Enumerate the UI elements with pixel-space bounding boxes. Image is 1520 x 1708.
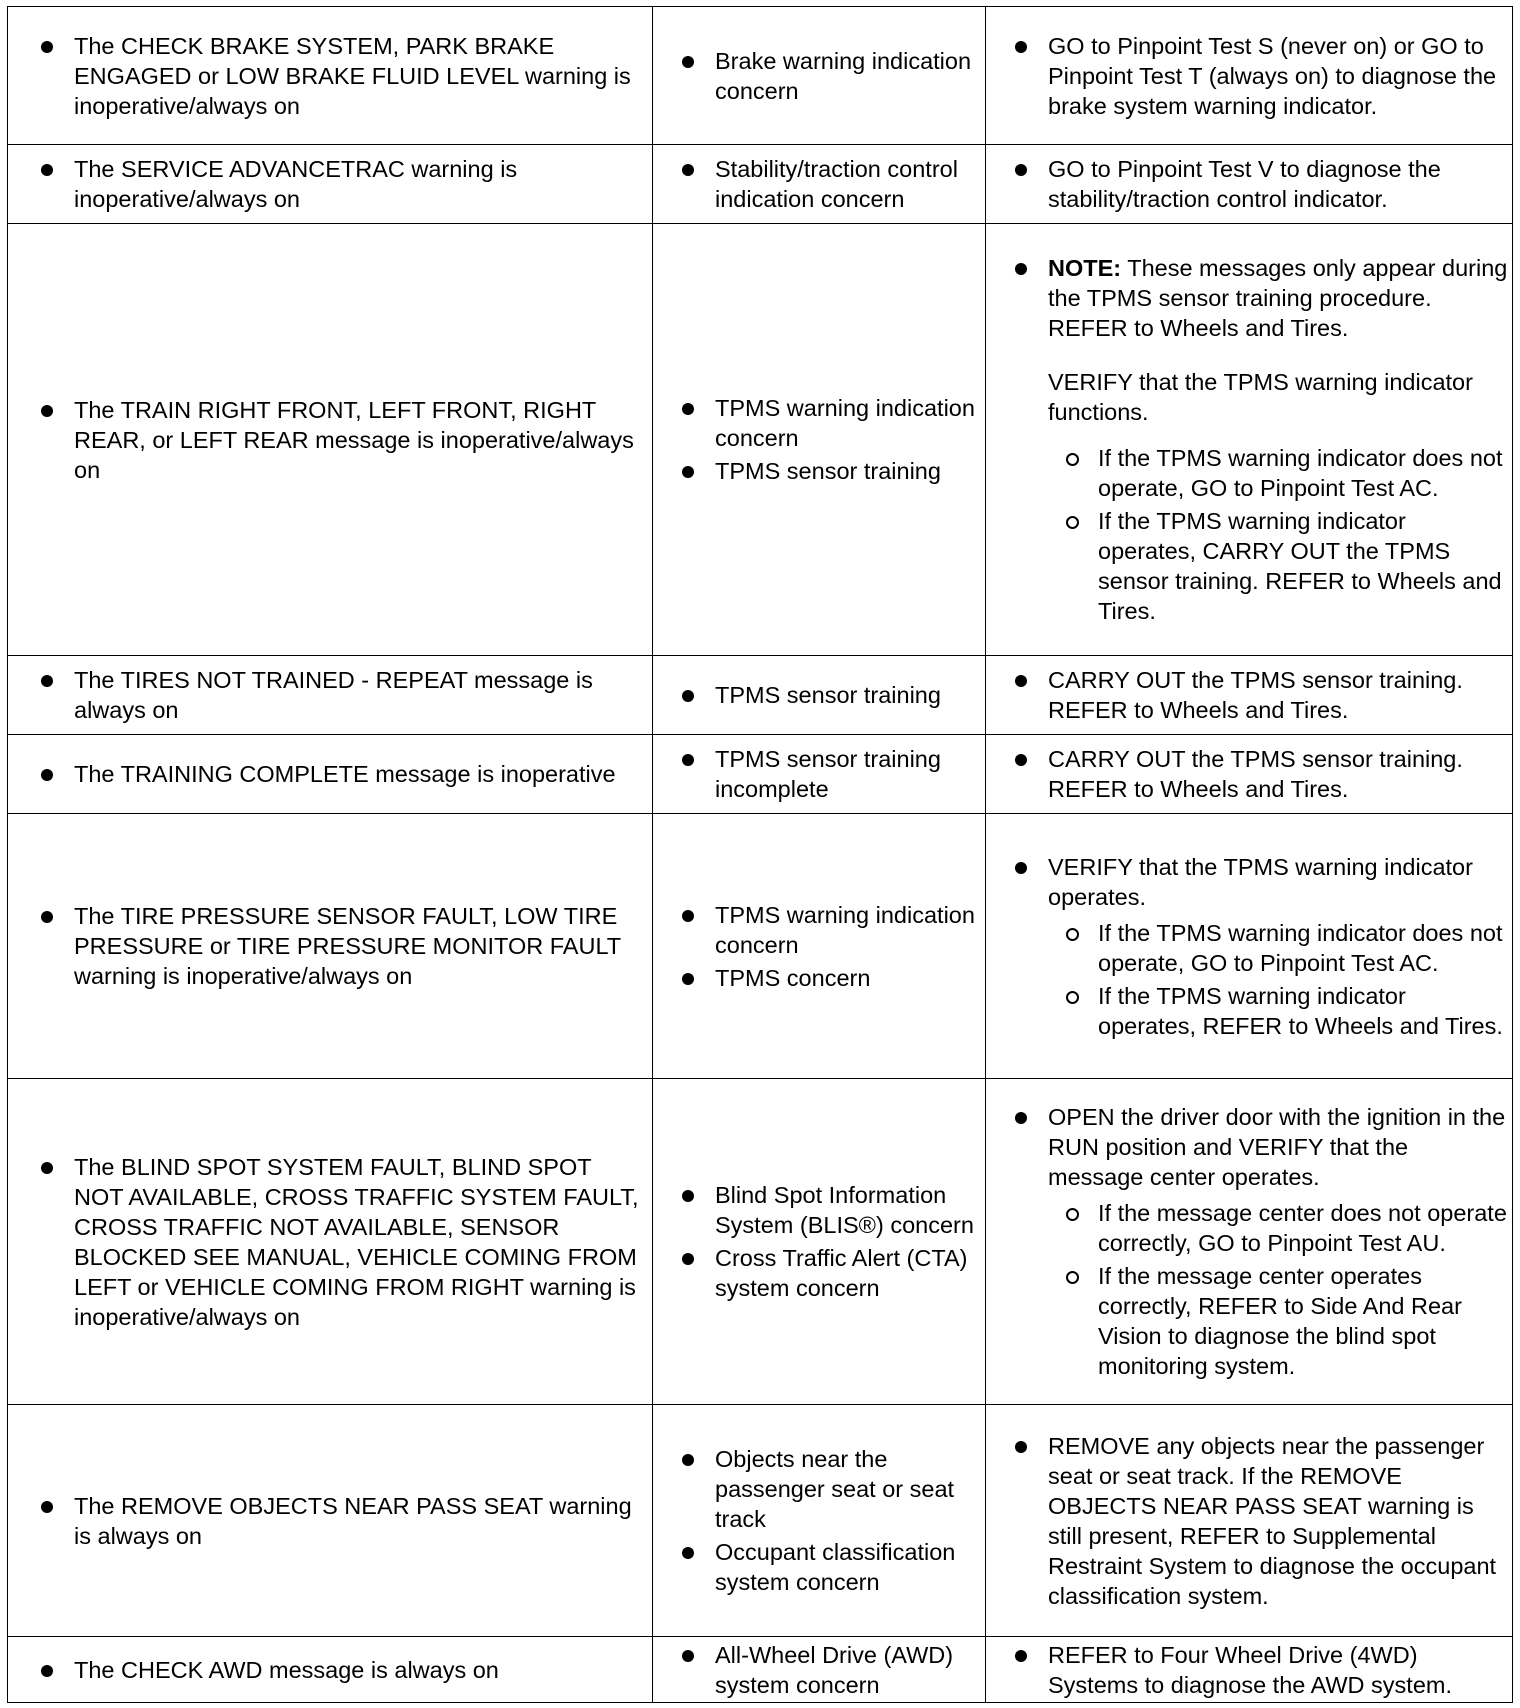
table-row [8, 7, 1513, 145]
cause-item: Brake warning indication concern [677, 46, 979, 106]
condition-cell [8, 1405, 653, 1637]
condition-cell [8, 735, 653, 814]
action-text: GO to Pinpoint Test V to diagnose the stability/traction control indicator. [1010, 154, 1508, 214]
action-subitem: If the TPMS warning indicator does not operate, GO to Pinpoint Test AC. [1048, 443, 1508, 503]
action-cell [986, 7, 1513, 145]
action-text [1010, 1102, 1508, 1381]
table-row [8, 1079, 1513, 1405]
action-subitem: If the message center does not operate correctly, GO to Pinpoint Test AU. [1048, 1198, 1508, 1258]
table-row [8, 145, 1513, 224]
cause-item: TPMS sensor training [677, 680, 979, 710]
action-subitem: If the TPMS warning indicator operates, REFER to Wheels and Tires. [1048, 981, 1508, 1041]
table-row [8, 1405, 1513, 1637]
action-cell [986, 814, 1513, 1079]
cause-cell [653, 224, 986, 656]
table-row [8, 814, 1513, 1079]
cause-item: TPMS sensor training incomplete [677, 744, 979, 804]
action-cell [986, 1079, 1513, 1405]
table-row [8, 735, 1513, 814]
condition-text: The REMOVE OBJECTS NEAR PASS SEAT warning is always on [36, 1491, 644, 1551]
action-text: REFER to Four Wheel Drive (4WD) Systems to diagnose the AWD system. [1010, 1640, 1508, 1700]
action-text: REMOVE any objects near the passenger seat or seat track. If the REMOVE OBJECTS NEAR PASS SEAT warning is still present, REFER to Supplemental Restraint System to diagnose the occupant classification system. [1010, 1431, 1508, 1611]
cause-cell [653, 656, 986, 735]
action-cell [986, 145, 1513, 224]
cause-item: TPMS warning indication concern [677, 393, 979, 453]
action-cell [986, 224, 1513, 656]
condition-text: The TIRE PRESSURE SENSOR FAULT, LOW TIRE PRESSURE or TIRE PRESSURE MONITOR FAULT warning is inoperative/always on [36, 901, 644, 991]
condition-cell [8, 1637, 653, 1703]
table-row [8, 656, 1513, 735]
action-text: CARRY OUT the TPMS sensor training. REFER to Wheels and Tires. [1010, 665, 1508, 725]
action-text [1010, 852, 1508, 1041]
condition-cell [8, 145, 653, 224]
cause-cell [653, 7, 986, 145]
action-cell [986, 735, 1513, 814]
action-subitem: If the TPMS warning indicator operates, CARRY OUT the TPMS sensor training. REFER to Wheels and Tires. [1048, 506, 1508, 626]
note-text: These messages only appear during the TPMS sensor training procedure. REFER to Wheels and Tires. [1048, 255, 1508, 341]
cause-item: Cross Traffic Alert (CTA) system concern [677, 1243, 979, 1303]
table-row [8, 224, 1513, 656]
condition-text: The TRAIN RIGHT FRONT, LEFT FRONT, RIGHT REAR, or LEFT REAR message is inoperative/always on [36, 395, 644, 485]
condition-cell [8, 814, 653, 1079]
action-paragraph: VERIFY that the TPMS warning indicator functions. [1048, 369, 1473, 425]
action-text [1010, 253, 1508, 626]
action-text: CARRY OUT the TPMS sensor training. REFER to Wheels and Tires. [1010, 744, 1508, 804]
cause-item: Occupant classification system concern [677, 1537, 979, 1597]
condition-text: The TRAINING COMPLETE message is inoperative [36, 759, 644, 789]
cause-cell [653, 1405, 986, 1637]
condition-text: The TIRES NOT TRAINED - REPEAT message is always on [36, 665, 644, 725]
condition-text: The SERVICE ADVANCETRAC warning is inoperative/always on [36, 154, 644, 214]
cause-item: Blind Spot Information System (BLIS®) concern [677, 1180, 979, 1240]
action-text: GO to Pinpoint Test S (never on) or GO to Pinpoint Test T (always on) to diagnose the brake system warning indicator. [1010, 31, 1508, 121]
action-lead: OPEN the driver door with the ignition in the RUN position and VERIFY that the message center operates. [1048, 1104, 1506, 1190]
cause-cell [653, 735, 986, 814]
cause-cell [653, 1637, 986, 1703]
cause-item: TPMS sensor training [677, 456, 979, 486]
cause-item: Objects near the passenger seat or seat track [677, 1444, 979, 1534]
cause-item: Stability/traction control indication concern [677, 154, 979, 214]
condition-text: The BLIND SPOT SYSTEM FAULT, BLIND SPOT NOT AVAILABLE, CROSS TRAFFIC SYSTEM FAULT, CROSS TRAFFIC NOT AVAILABLE, SENSOR BLOCKED SEE MANUAL, VEHICLE COMING FROM LEFT or VEHICLE COMING FROM RIGHT warning is inoperative/always on [36, 1152, 644, 1332]
condition-cell [8, 224, 653, 656]
condition-text: The CHECK AWD message is always on [36, 1655, 644, 1685]
action-cell [986, 656, 1513, 735]
condition-cell [8, 1079, 653, 1405]
condition-text: The CHECK BRAKE SYSTEM, PARK BRAKE ENGAGED or LOW BRAKE FLUID LEVEL warning is inoperative/always on [36, 31, 644, 121]
cause-item: TPMS concern [677, 963, 979, 993]
action-cell [986, 1405, 1513, 1637]
action-cell [986, 1637, 1513, 1703]
action-subitem: If the message center operates correctly, REFER to Side And Rear Vision to diagnose the blind spot monitoring system. [1048, 1261, 1508, 1381]
cause-cell [653, 145, 986, 224]
condition-cell [8, 656, 653, 735]
note-label: NOTE: [1048, 255, 1122, 281]
action-subitem: If the TPMS warning indicator does not operate, GO to Pinpoint Test AC. [1048, 918, 1508, 978]
table-row [8, 1637, 1513, 1703]
action-lead: VERIFY that the TPMS warning indicator operates. [1048, 853, 1473, 910]
cause-cell [653, 1079, 986, 1405]
diagnostic-table [7, 6, 1513, 1703]
cause-cell [653, 814, 986, 1079]
cause-item: All-Wheel Drive (AWD) system concern [677, 1640, 979, 1700]
cause-item: TPMS warning indication concern [677, 900, 979, 960]
condition-cell [8, 7, 653, 145]
